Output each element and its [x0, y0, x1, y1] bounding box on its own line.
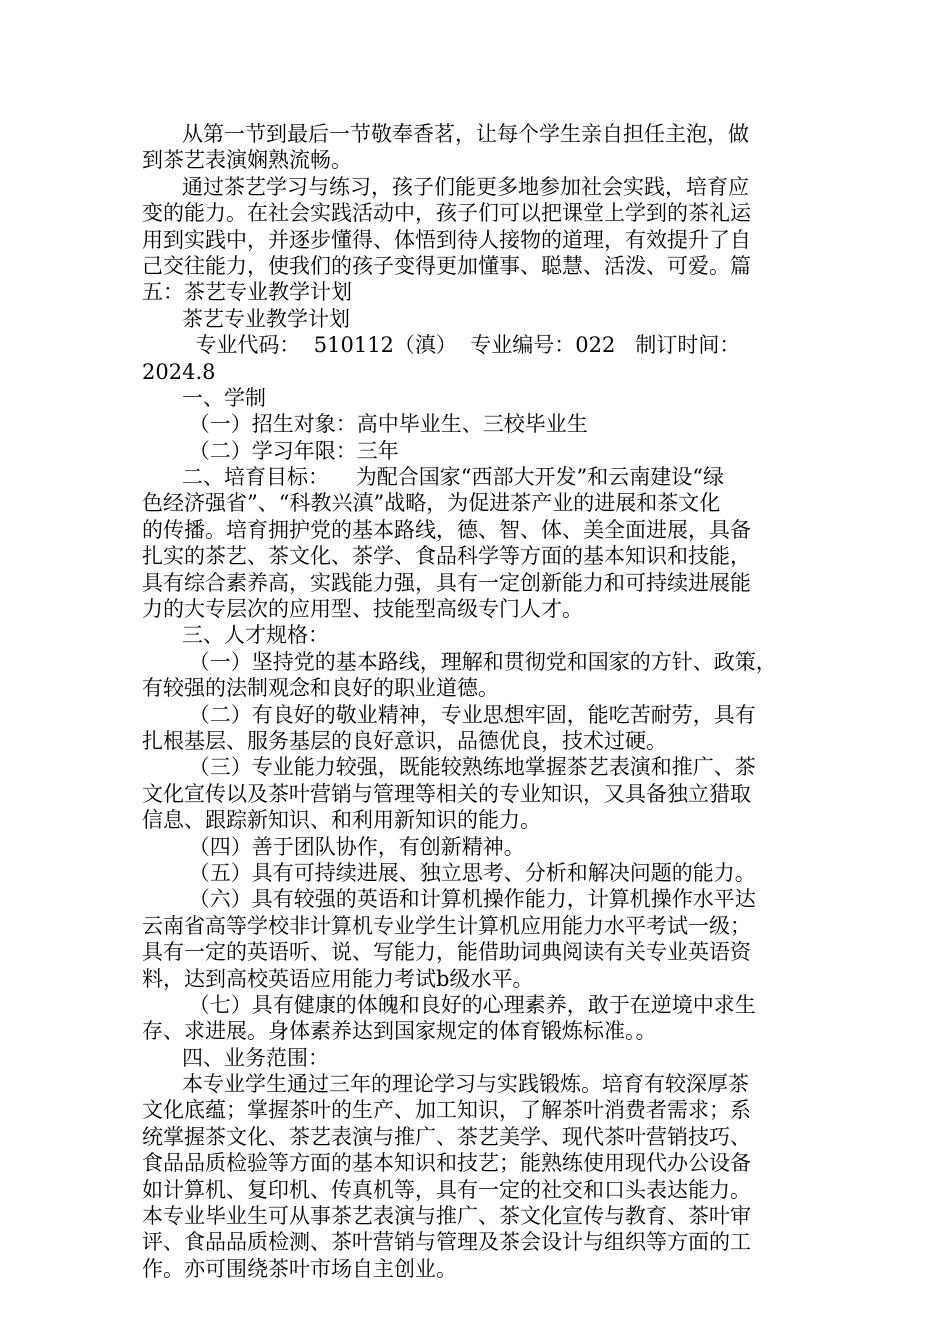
- text-line: 文化底蕴；掌握茶叶的生产、加工知识，了解茶叶消费者需求；系: [142, 1098, 751, 1123]
- text-line: （七）具有健康的体魄和良好的心理素养，敢于在逆境中求生: [142, 992, 756, 1017]
- text-line: （三）专业能力较强，既能较熟练地掌握茶艺表演和推广、茶: [142, 755, 756, 780]
- text-line: 文化宣传以及茶叶营销与管理等相关的专业知识，又具备独立猎取: [142, 781, 751, 806]
- text-line: 到茶艺表演娴熟流畅。: [142, 148, 352, 173]
- text-line: （六）具有较强的英语和计算机操作能力，计算机操作水平达: [142, 887, 756, 912]
- text-line: （五）具有可持续进展、独立思考、分析和解决问题的能力。: [142, 860, 756, 885]
- text-line: 存、求进展。身体素养达到国家规定的体育锻炼标准。。: [142, 1019, 657, 1044]
- text-line: 五：茶艺专业教学计划: [142, 280, 352, 305]
- text-line: 信息、跟踪新知识、和利用新知识的能力。: [142, 808, 541, 833]
- text-line: 有较强的法制观念和良好的职业道德。: [142, 676, 499, 701]
- section-title: 茶艺专业教学计划: [142, 306, 351, 331]
- text-line: 从第一节到最后一节敬奉香茗，让每个学生亲自担任主泡，做: [142, 122, 750, 146]
- document-body: [142, 121, 812, 1282]
- text-line: （二）学习年限：三年: [142, 438, 399, 463]
- text-line: 己交往能力，使我们的孩子变得更加懂事、聪慧、活泼、可爱。篇: [142, 253, 751, 278]
- text-line: 扎根基层、服务基层的良好意识，品德优良，技术过硬。: [142, 728, 667, 753]
- text-line: 评、食品品质检测、茶叶营销与管理及茶会设计与组织等方面的工: [142, 1230, 751, 1255]
- text-line: 统掌握茶文化、茶艺表演与推广、茶艺美学、现代茶叶营销技巧、: [142, 1124, 751, 1149]
- text-line: （四）善于团队协作，有创新精神。: [142, 834, 525, 859]
- section-heading: 二、培育目标： 为配合国家“西部大开发”和云南建设“绿: [142, 465, 724, 490]
- text-line: 扎实的茶艺、茶文化、茶学、食品科学等方面的基本知识和技能，: [142, 544, 751, 569]
- text-line: 作。亦可围绕茶叶市场自主创业。: [142, 1256, 457, 1281]
- text-line: 色经济强省”、“科教兴滇”战略，为促进茶产业的进展和茶文化: [142, 491, 721, 516]
- section-heading: 一、学制: [142, 385, 267, 410]
- text-line: 具有综合素养高，实践能力强，具有一定创新能力和可持续进展能: [142, 570, 751, 595]
- text-line: 如计算机、复印机、传真机等，具有一定的社交和口头表达能力。: [142, 1177, 751, 1202]
- text-line: 食品品质检验等方面的基本知识和技艺；能熟练使用现代办公设备: [142, 1151, 751, 1176]
- text-line: 变的能力。在社会实践活动中，孩子们可以把课堂上学到的茶礼运: [142, 201, 751, 226]
- text-line: （二）有良好的敬业精神，专业思想牢固，能吃苦耐劳，具有: [142, 702, 756, 727]
- text-line: 云南省高等学校非计算机专业学生计算机应用能力水平考试一级；: [142, 913, 751, 938]
- text-line: 料，达到高校英语应用能力考试b级水平。: [142, 966, 534, 991]
- text-line: 本专业毕业生可从事茶艺表演与推广、茶文化宣传与教育、茶叶审: [142, 1204, 751, 1229]
- text-line: 2024.8: [142, 359, 216, 384]
- text-line: 力的大专层次的应用型、技能型高级专门人才。: [142, 597, 583, 622]
- text-line: （一）招生对象：高中毕业生、三校毕业生: [142, 412, 588, 437]
- text-line: 用到实践中，并逐步懂得、体悟到待人接物的道理，有效提升了自: [142, 227, 751, 252]
- text-line: 专业代码： 510112（滇） 专业编号：022 制订时间：: [142, 333, 741, 358]
- text-line: 的传播。培育拥护党的基本路线，德、智、体、美全面进展，具备: [142, 517, 751, 542]
- text-line: 通过茶艺学习与练习，孩子们能更多地参加社会实践，培育应: [142, 174, 750, 199]
- text-line: （一）坚持党的基本路线，理解和贯彻党和国家的方针、政策，: [142, 649, 777, 674]
- section-heading: 三、人才规格：: [142, 623, 330, 648]
- text-line: 本专业学生通过三年的理论学习与实践锻炼。培育有较深厚茶: [142, 1072, 750, 1097]
- text-line: 具有一定的英语听、说、写能力，能借助词典阅读有关专业英语资: [142, 940, 751, 965]
- section-heading: 四、业务范围：: [142, 1045, 330, 1070]
